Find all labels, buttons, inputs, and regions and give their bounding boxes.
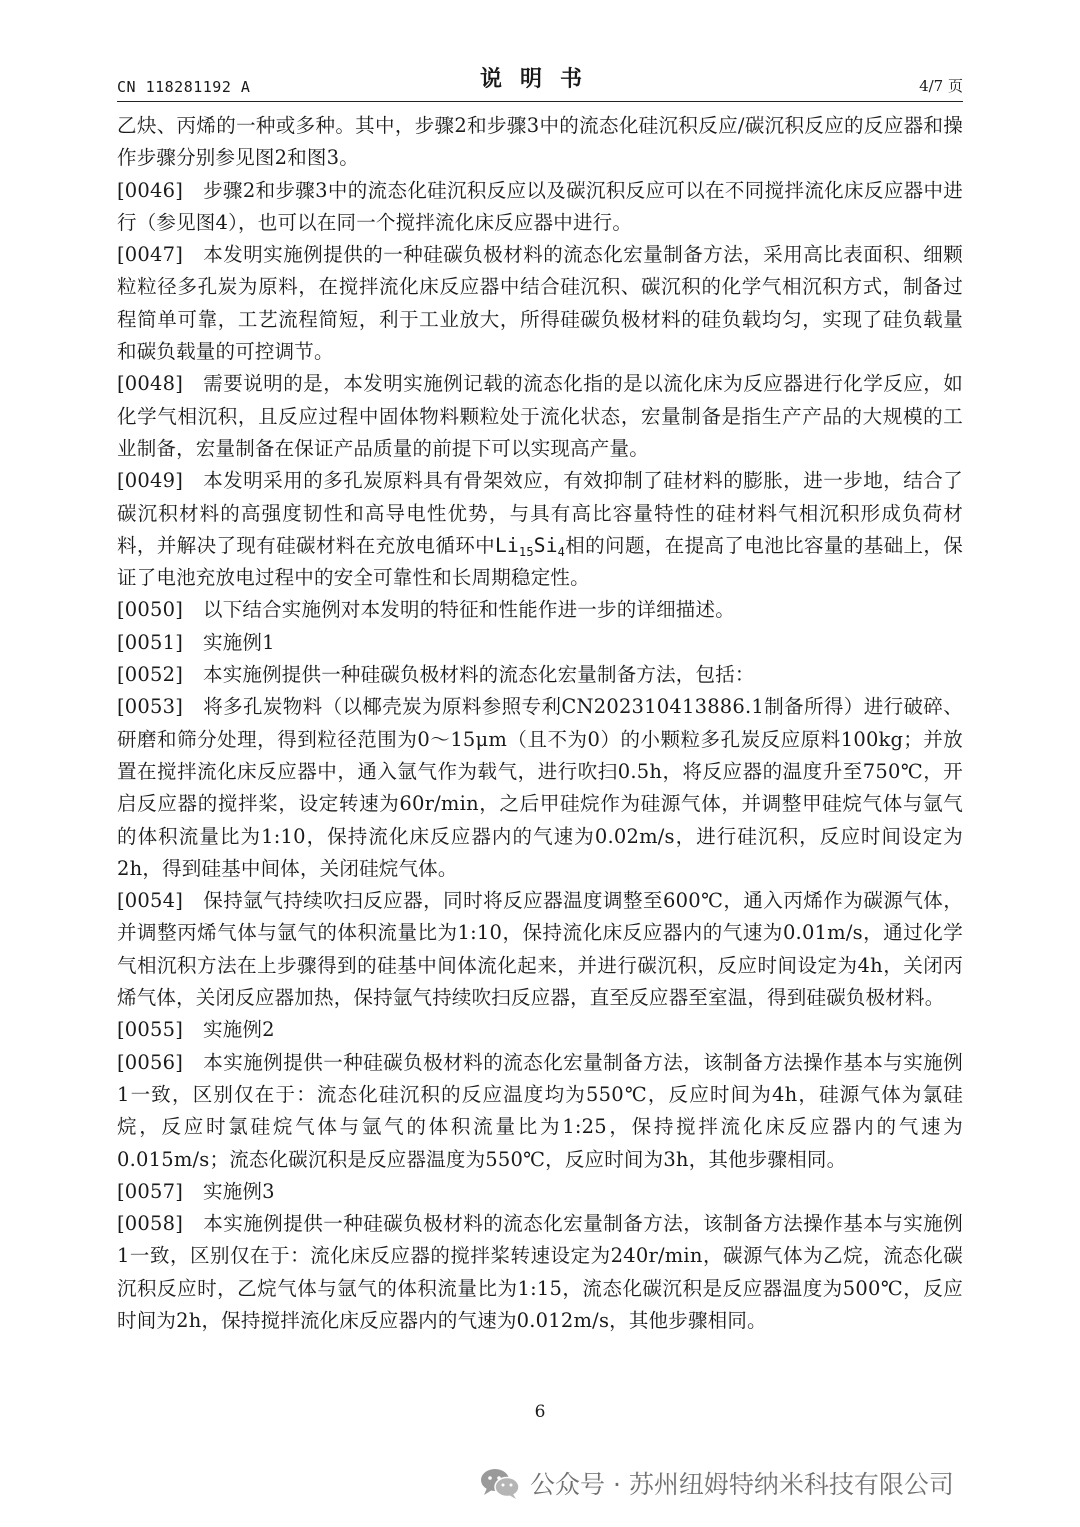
paragraph-0058: [117, 1208, 963, 1337]
paragraph-text: 乙炔、丙烯的一种或多种。其中，步骤2和步骤3中的流态化硅沉积反应/碳沉积反应的反应器和操作步骤分别参见图2和图3。: [117, 114, 963, 170]
paragraph-number: [0054]: [117, 889, 184, 913]
chemical-formula: $Li_{15}Si_4$: [495, 533, 566, 559]
page-number: 6: [534, 1402, 546, 1422]
paragraph-text: 本发明实施例提供的一种硅碳负极材料的流态化宏量制备方法，采用高比表面积、细颗粒粒径多孔炭为原料，在搅拌流化床反应器中结合硅沉积、碳沉积的化学气相沉积方式，制备过程简单可靠，工艺流程简短，利于工业放大，所得硅碳负极材料的硅负载均匀，实现了硅负载量和碳负载量的可控调节。: [117, 243, 963, 364]
paragraph-number: [0055]: [117, 1018, 184, 1042]
paragraph-text: 本发明采用的多孔炭原料具有骨架效应，有效抑制了硅材料的膨胀，进一步地，结合了碳沉积材料的高强度韧性和高导电性优势，与具有高比容量特性的硅材料气相沉积形成负荷材料，并解决了现有硅碳材料在充放电循环中: [117, 469, 963, 557]
paragraph-text: 将多孔炭物料（以椰壳炭为原料参照专利CN202310413886.1制备所得）进行破碎、研磨和筛分处理，得到粒径范围为0～15μm（且不为0）的小颗粒多孔炭反应原料100kg；并放置在搅拌流化床反应器中，通入氩气作为载气，进行吹扫0.5h，将反应器的温度升至750℃，开启反应器的搅拌桨，设定转速为60r/min，之后甲硅烷作为硅源气体，并调整甲硅烷气体与氩气的体积流量比为1:10，保持流化床反应器内的气速为0.02m/s，进行硅沉积，反应时间设定为2h，得到硅基中间体，关闭硅烷气体。: [117, 695, 963, 880]
paragraph-0055: [117, 1014, 963, 1046]
paragraph-text: 保持氩气持续吹扫反应器，同时将反应器温度调整至600℃，通入丙烯作为碳源气体，并调整丙烯气体与氩气的体积流量比为1:10，保持流化床反应器内的气速为0.01m/s，通过化学气相沉积方法在上步骤得到的硅基中间体流化起来，并进行碳沉积，反应时间设定为4h，关闭丙烯气体，关闭反应器加热，保持氩气持续吹扫反应器，直至反应器至室温，得到硅碳负极材料。: [117, 889, 963, 1010]
page-title: 说明书: [479, 67, 600, 92]
paragraph-0051: [117, 627, 963, 659]
header-rule: [117, 101, 963, 102]
paragraph-0057: [117, 1176, 963, 1208]
paragraph-number: [0056]: [117, 1050, 184, 1074]
paragraph-0052: [117, 659, 963, 691]
paragraph-0056: [117, 1047, 963, 1176]
paragraph-text: 实施例1: [203, 630, 275, 654]
paragraph-number: [0051]: [117, 630, 184, 654]
paragraph-0054: [117, 885, 963, 1014]
paragraph-text: 本实施例提供一种硅碳负极材料的流态化宏量制备方法，该制备方法操作基本与实施例1一致，区别仅在于：流化床反应器的搅拌桨转速设定为240r/min，碳源气体为乙烷，流态化碳沉积反应时，乙烷气体与氩气的体积流量比为1:15，流态化碳沉积是反应器温度为500℃，反应时间为2h，保持搅拌流化床反应器内的气速为0.012m/s，其他步骤相同。: [117, 1212, 963, 1332]
paragraph-0046: [117, 175, 963, 240]
paragraph-0048: [117, 368, 963, 465]
paragraph-text: 需要说明的是，本发明实施例记载的流态化指的是以流化床为反应器进行化学反应，如化学气相沉积，且反应过程中固体物料颗粒处于流化状态，宏量制备是指生产产品的大规模的工业制备，宏量制备在保证产品质量的前提下可以实现高产量。: [117, 372, 963, 460]
paragraph-number: [0048]: [117, 372, 184, 396]
paragraph-continued: [117, 110, 963, 175]
paragraph-number: [0058]: [117, 1212, 184, 1236]
paragraph-text-after: 相的问题，在提高了电池比容量的基础上，保证了电池充放电过程中的安全可靠性和长周期稳定性。: [117, 533, 963, 590]
page-count: 4/7 页: [919, 77, 963, 95]
paragraph-number: [0057]: [117, 1179, 184, 1203]
doc-number: CN 118281192 A: [117, 78, 251, 96]
paragraph-0053: [117, 691, 963, 885]
paragraph-text: 实施例2: [203, 1018, 275, 1042]
paragraph-text: 步骤2和步骤3中的流态化硅沉积反应以及碳沉积反应可以在不同搅拌流化床反应器中进行（参见图4），也可以在同一个搅拌流化床反应器中进行。: [117, 178, 963, 234]
watermark-text: 公众号 · 苏州纽姆特纳米科技有限公司: [530, 1470, 954, 1499]
document-body: [117, 110, 963, 1337]
paragraph-text: 以下结合实施例对本发明的特征和性能作进一步的详细描述。: [203, 598, 735, 622]
paragraph-number: [0049]: [117, 469, 184, 493]
page-header: [117, 62, 963, 102]
watermark: [478, 1466, 954, 1500]
paragraph-number: [0050]: [117, 598, 184, 622]
paragraph-0049: [117, 465, 963, 594]
paragraph-number: [0047]: [117, 243, 184, 267]
paragraph-number: [0053]: [117, 695, 184, 719]
paragraph-text: 本实施例提供一种硅碳负极材料的流态化宏量制备方法，包括：: [203, 663, 755, 687]
wechat-icon: [478, 1466, 522, 1500]
paragraph-0047: [117, 239, 963, 368]
paragraph-number: [0052]: [117, 663, 184, 687]
paragraph-0050: [117, 594, 963, 626]
paragraph-number: [0046]: [117, 178, 184, 202]
paragraph-text: 本实施例提供一种硅碳负极材料的流态化宏量制备方法，该制备方法操作基本与实施例1一致，区别仅在于：流态化硅沉积的反应温度均为550℃，反应时间为4h，硅源气体为氯硅烷，反应时氯硅烷气体与氩气的体积流量比为1:25，保持搅拌流化床反应器内的气速为0.015m/s；流态化碳沉积是反应器温度为550℃，反应时间为3h，其他步骤相同。: [117, 1050, 963, 1171]
paragraph-text: 实施例3: [203, 1179, 275, 1203]
